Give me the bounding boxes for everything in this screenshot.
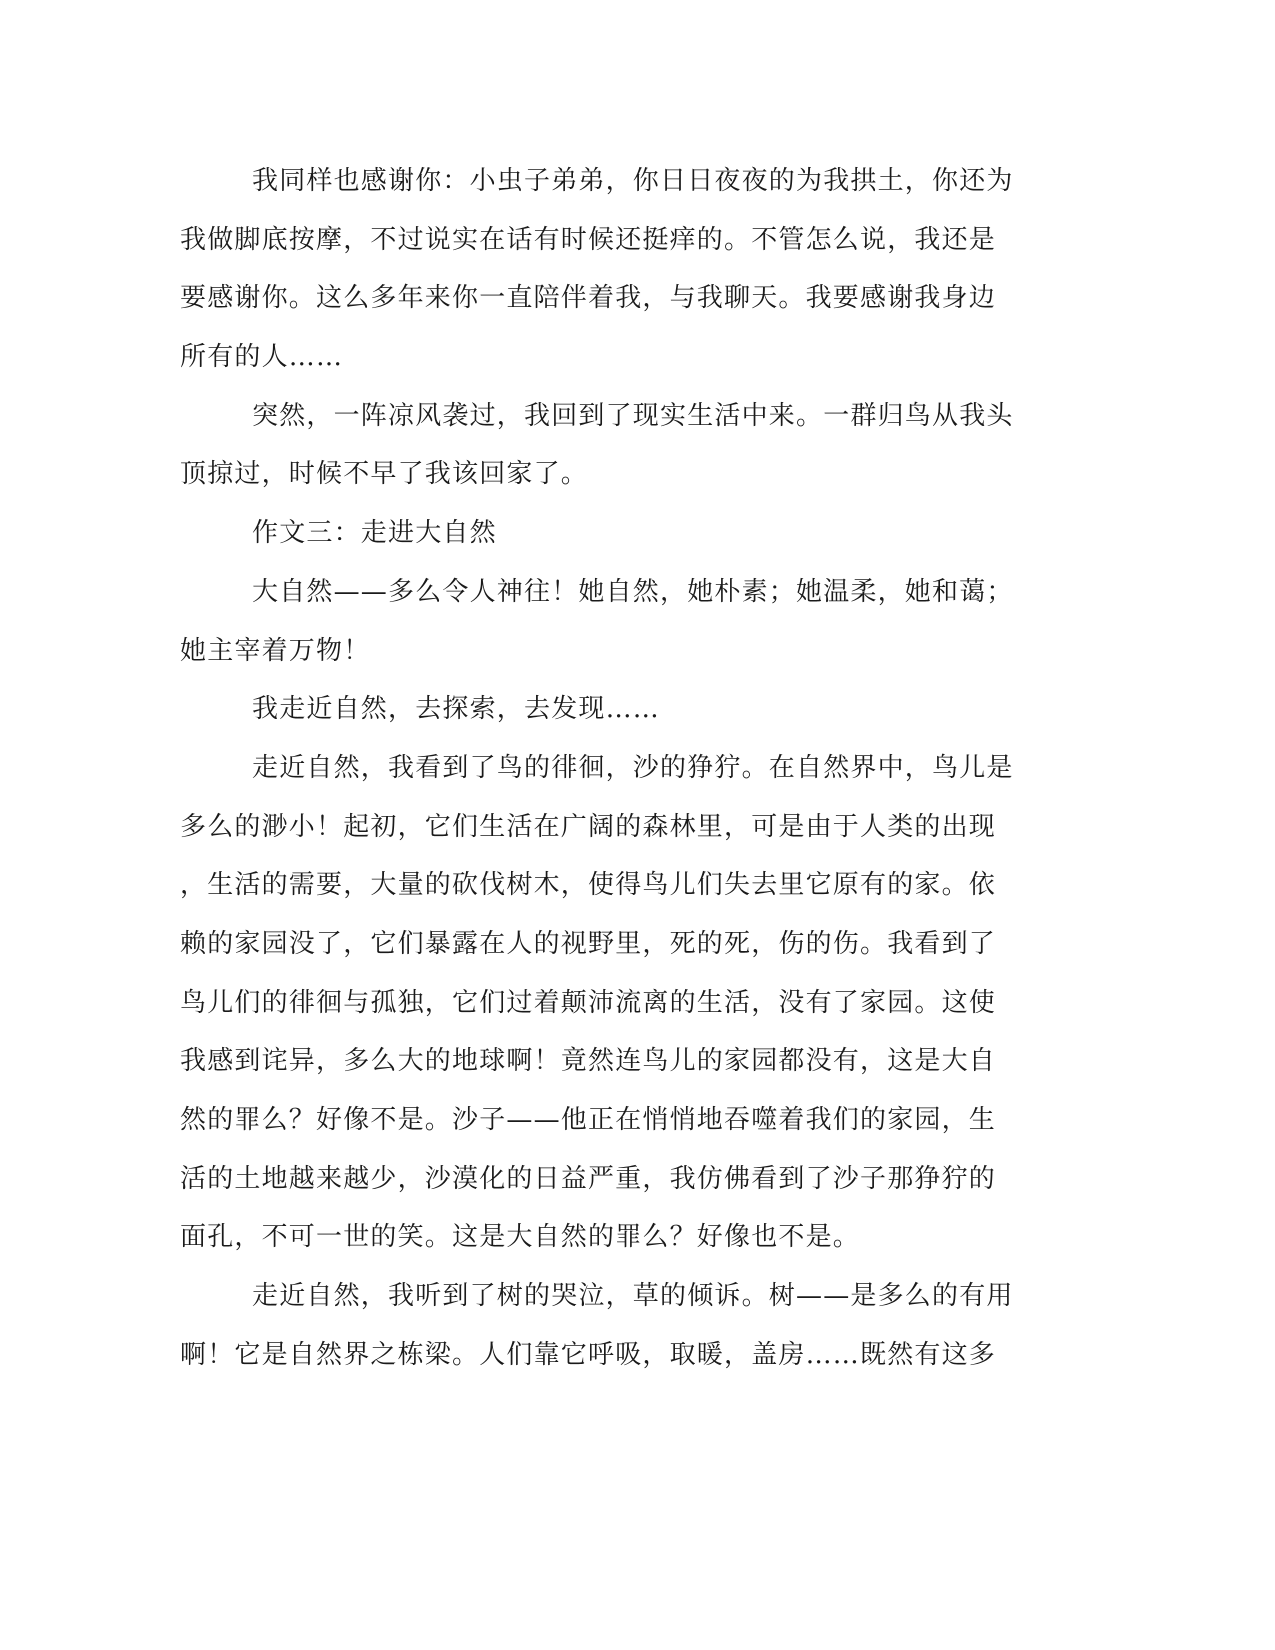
text-line: 面孔，不可一世的笑。这是大自然的罪么？好像也不是。 [180, 1222, 861, 1253]
text-line: 赖的家园没了，它们暴露在人的视野里，死的死，伤的伤。我看到了 [180, 928, 997, 959]
text-line: 大自然——多么令人神往！她自然，她朴素；她温柔，她和蔼； [252, 576, 1014, 607]
text-line: 走近自然，我听到了树的哭泣，草的倾诉。树——是多么的有用 [252, 1281, 1014, 1312]
text-line: 我走近自然，去探索，去发现…… [252, 694, 661, 725]
text-line: 顶掠过，时候不早了我该回家了。 [180, 459, 589, 490]
text-line: 多么的渺小！起初，它们生活在广阔的森林里，可是由于人类的出现 [180, 811, 997, 842]
text-line: 突然，一阵凉风袭过，我回到了现实生活中来。一群归鸟从我头 [252, 400, 1014, 431]
text-line: 我同样也感谢你：小虫子弟弟，你日日夜夜的为我拱土，你还为 [252, 166, 1014, 196]
section-heading: 作文三：走进大自然 [252, 518, 497, 549]
text-line: 所有的人…… [180, 342, 344, 373]
text-line: 然的罪么？好像不是。沙子——他正在悄悄地吞噬着我们的家园，生 [180, 1105, 997, 1135]
text-line: 啊！它是自然界之栋梁。人们靠它呼吸，取暖，盖房……既然有这多 [180, 1339, 997, 1370]
text-line: 走近自然，我看到了鸟的徘徊，沙的狰狞。在自然界中，鸟儿是 [252, 752, 1014, 783]
document-body [180, 152, 1025, 1384]
text-line: 活的土地越来越少，沙漠化的日益严重，我仿佛看到了沙子那狰狞的 [180, 1163, 997, 1194]
text-line: 她主宰着万物！ [180, 635, 371, 666]
text-line: 我感到诧异，多么大的地球啊！竟然连鸟儿的家园都没有，这是大自 [180, 1046, 997, 1077]
text-line: 要感谢你。这么多年来你一直陪伴着我，与我聊天。我要感谢我身边 [180, 283, 997, 314]
text-line: 鸟儿们的徘徊与孤独，它们过着颠沛流离的生活，没有了家园。这使 [180, 987, 997, 1018]
text-line: ，生活的需要，大量的砍伐树木，使得鸟儿们失去里它原有的家。依 [180, 870, 997, 901]
text-line: 我做脚底按摩，不过说实在话有时候还挺痒的。不管怎么说，我还是 [180, 224, 997, 255]
